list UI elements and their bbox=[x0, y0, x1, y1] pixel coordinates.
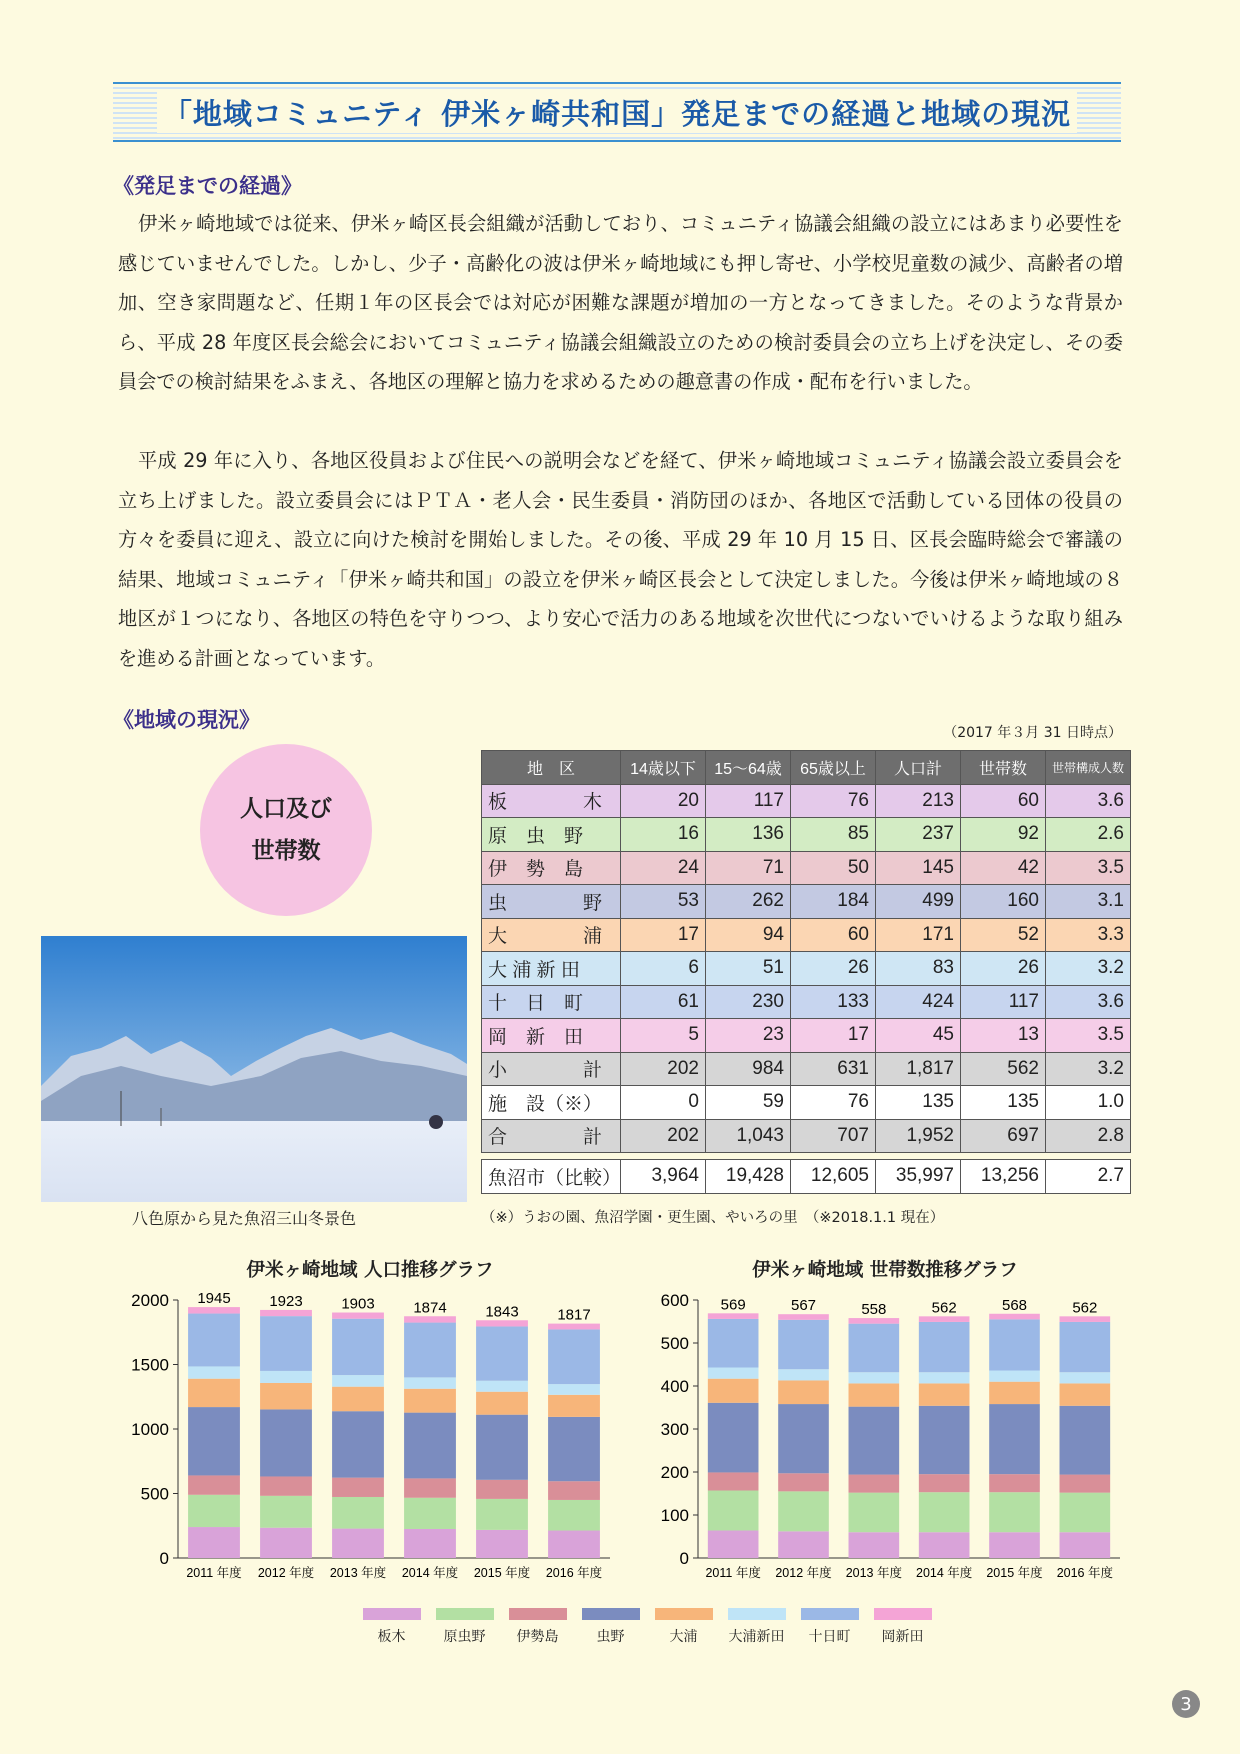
bar-segment-板木 bbox=[260, 1528, 312, 1558]
table-cell-value: 6 bbox=[621, 952, 706, 986]
bar-segment-岡新田 bbox=[260, 1310, 312, 1316]
table-cell-value: 35,997 bbox=[876, 1160, 961, 1194]
bar-segment-虫野 bbox=[919, 1406, 970, 1474]
bar-segment-原虫野 bbox=[778, 1491, 829, 1531]
bar-segment-原虫野 bbox=[919, 1492, 970, 1532]
bar-segment-伊勢島 bbox=[778, 1473, 829, 1491]
bar-segment-大浦新田 bbox=[1060, 1372, 1111, 1383]
x-tick-label: 2013 年度 bbox=[845, 1566, 902, 1580]
bar-segment-板木 bbox=[989, 1532, 1040, 1558]
bar-segment-十日町 bbox=[332, 1319, 384, 1375]
legend-label: 大浦 bbox=[669, 1629, 698, 1645]
table-cell-value: 184 bbox=[791, 885, 876, 919]
y-tick-label: 100 bbox=[660, 1506, 689, 1525]
bar-segment-伊勢島 bbox=[1060, 1475, 1111, 1493]
legend-label: 伊勢島 bbox=[516, 1629, 559, 1645]
bar-segment-原虫野 bbox=[188, 1495, 240, 1527]
table-cell-value: 2.7 bbox=[1046, 1160, 1131, 1194]
table-cell-area: 板 木 bbox=[482, 784, 621, 818]
bar-segment-大浦新田 bbox=[188, 1366, 240, 1378]
table-cell-value: 202 bbox=[621, 1119, 706, 1153]
table-row bbox=[482, 985, 1131, 1019]
title-banner bbox=[113, 82, 1121, 142]
table-cell-area: 合 計 bbox=[482, 1119, 621, 1153]
bar-segment-板木 bbox=[548, 1531, 600, 1558]
table-cell-value: 3.5 bbox=[1046, 1019, 1131, 1053]
table-cell-value: 76 bbox=[791, 1086, 876, 1120]
bar-segment-大浦 bbox=[778, 1380, 829, 1404]
table-cell-value: 3.6 bbox=[1046, 985, 1131, 1019]
bar-segment-大浦新田 bbox=[548, 1384, 600, 1395]
table-cell-area: 虫 野 bbox=[482, 885, 621, 919]
table-cell-value: 13 bbox=[961, 1019, 1046, 1053]
table-cell-value: 83 bbox=[876, 952, 961, 986]
badge-line-2: 世帯数 bbox=[251, 838, 321, 864]
bar-segment-伊勢島 bbox=[989, 1474, 1040, 1492]
legend-item bbox=[355, 1608, 428, 1646]
table-cell-value: 0 bbox=[621, 1086, 706, 1120]
x-tick-label: 2014 年度 bbox=[916, 1566, 973, 1580]
table-cell-value: 1,817 bbox=[876, 1052, 961, 1086]
y-tick-label: 500 bbox=[140, 1484, 169, 1504]
bar-segment-十日町 bbox=[919, 1322, 970, 1372]
bar-segment-十日町 bbox=[548, 1329, 600, 1384]
bar-total-label: 1817 bbox=[557, 1306, 591, 1324]
y-tick-label: 0 bbox=[679, 1549, 689, 1568]
legend-swatch bbox=[509, 1608, 567, 1620]
bar-segment-大浦新田 bbox=[919, 1372, 970, 1383]
table-row bbox=[482, 918, 1131, 952]
table-cell-value: 59 bbox=[706, 1086, 791, 1120]
bar-segment-虫野 bbox=[260, 1409, 312, 1476]
table-cell-value: 52 bbox=[961, 918, 1046, 952]
bar-segment-虫野 bbox=[708, 1403, 759, 1473]
bar-segment-十日町 bbox=[708, 1319, 759, 1368]
bar-segment-大浦 bbox=[260, 1383, 312, 1409]
y-tick-label: 1500 bbox=[131, 1355, 169, 1375]
table-cell-value: 1,952 bbox=[876, 1119, 961, 1153]
table-cell-value: 45 bbox=[876, 1019, 961, 1053]
table-cell-value: 17 bbox=[621, 918, 706, 952]
bar-segment-原虫野 bbox=[404, 1498, 456, 1529]
x-tick-label: 2014 年度 bbox=[401, 1566, 459, 1580]
table-row bbox=[482, 885, 1131, 919]
bar-segment-岡新田 bbox=[332, 1313, 384, 1319]
table-cell-value: 92 bbox=[961, 818, 1046, 852]
table-cell-value: 61 bbox=[621, 985, 706, 1019]
page-title: 「地域コミュニティ 伊米ヶ崎共和国」発足までの経過と地域の現況 bbox=[157, 92, 1077, 133]
table-cell-value: 3,964 bbox=[621, 1160, 706, 1194]
bar-segment-大浦 bbox=[476, 1392, 528, 1415]
bar-total-label: 562 bbox=[1072, 1299, 1098, 1317]
table-cell-value: 3.5 bbox=[1046, 851, 1131, 885]
table-cell-value: 3.2 bbox=[1046, 1052, 1131, 1086]
bar-segment-原虫野 bbox=[476, 1499, 528, 1530]
photo-caption: 八色原から見た魚沼三山冬景色 bbox=[132, 1209, 357, 1228]
bar-segment-板木 bbox=[1060, 1532, 1111, 1558]
bar-segment-原虫野 bbox=[260, 1496, 312, 1528]
bar-segment-伊勢島 bbox=[849, 1475, 900, 1493]
col-header-under14: 14歳以下 bbox=[621, 751, 706, 785]
table-note: （※）うおの園、魚沼学園・更生園、やいろの里 （※2018.1.1 現在） bbox=[481, 1210, 945, 1226]
households-chart bbox=[640, 1280, 1130, 1600]
table-cell-value: 262 bbox=[706, 885, 791, 919]
bar-segment-虫野 bbox=[188, 1407, 240, 1475]
bar-segment-虫野 bbox=[332, 1411, 384, 1477]
bar-segment-岡新田 bbox=[919, 1316, 970, 1322]
bar-segment-伊勢島 bbox=[548, 1481, 600, 1500]
col-header-65plus: 65歳以上 bbox=[791, 751, 876, 785]
bar-segment-板木 bbox=[332, 1529, 384, 1558]
table-cell-value: 17 bbox=[791, 1019, 876, 1053]
bar-segment-十日町 bbox=[260, 1316, 312, 1371]
table-cell-area: 大 浦 新 田 bbox=[482, 952, 621, 986]
bar-segment-虫野 bbox=[1060, 1406, 1111, 1475]
bar-segment-伊勢島 bbox=[332, 1478, 384, 1497]
bar-total-label: 567 bbox=[790, 1297, 817, 1315]
table-cell-value: 3.1 bbox=[1046, 885, 1131, 919]
table-cell-value: 145 bbox=[876, 851, 961, 885]
bar-segment-板木 bbox=[849, 1532, 900, 1558]
table-cell-value: 24 bbox=[621, 851, 706, 885]
population-chart bbox=[120, 1280, 620, 1600]
mountain-winter-photo bbox=[41, 936, 467, 1202]
table-cell-area: 伊 勢 島 bbox=[482, 851, 621, 885]
x-tick-label: 2016 年度 bbox=[545, 1566, 603, 1580]
table-cell-value: 51 bbox=[706, 952, 791, 986]
x-tick-label: 2013 年度 bbox=[329, 1566, 387, 1580]
bar-segment-原虫野 bbox=[548, 1500, 600, 1531]
bar-segment-十日町 bbox=[778, 1320, 829, 1369]
x-tick-label: 2012 年度 bbox=[775, 1566, 832, 1580]
legend-swatch bbox=[655, 1608, 713, 1620]
bar-total-label: 568 bbox=[1001, 1296, 1028, 1314]
table-cell-value: 135 bbox=[961, 1086, 1046, 1120]
table-cell-value: 12,605 bbox=[791, 1160, 876, 1194]
x-tick-label: 2015 年度 bbox=[473, 1566, 531, 1580]
bar-segment-大浦 bbox=[849, 1383, 900, 1406]
bar-segment-大浦新田 bbox=[404, 1377, 456, 1388]
table-header-row bbox=[482, 751, 1131, 785]
legend-swatch bbox=[801, 1608, 859, 1620]
bar-segment-板木 bbox=[188, 1527, 240, 1558]
bar-segment-十日町 bbox=[476, 1326, 528, 1380]
table-cell-value: 5 bbox=[621, 1019, 706, 1053]
bar-segment-十日町 bbox=[849, 1324, 900, 1373]
chart-legend bbox=[355, 1608, 939, 1646]
bar-segment-虫野 bbox=[548, 1417, 600, 1481]
bar-segment-岡新田 bbox=[188, 1307, 240, 1313]
table-cell-value: 94 bbox=[706, 918, 791, 952]
legend-swatch bbox=[436, 1608, 494, 1620]
bar-segment-大浦新田 bbox=[849, 1372, 900, 1383]
bar-segment-岡新田 bbox=[778, 1314, 829, 1320]
legend-label: 原虫野 bbox=[443, 1629, 486, 1645]
table-row bbox=[482, 952, 1131, 986]
table-cell-value: 117 bbox=[706, 784, 791, 818]
table-cell-value: 136 bbox=[706, 818, 791, 852]
bar-segment-岡新田 bbox=[548, 1324, 600, 1330]
bar-segment-板木 bbox=[778, 1531, 829, 1558]
bar-segment-大浦 bbox=[919, 1383, 970, 1405]
bar-segment-板木 bbox=[708, 1530, 759, 1558]
table-cell-value: 2.8 bbox=[1046, 1119, 1131, 1153]
bar-total-label: 1945 bbox=[197, 1290, 231, 1308]
table-cell-area: 大 浦 bbox=[482, 918, 621, 952]
bar-segment-大浦新田 bbox=[708, 1368, 759, 1379]
legend-label: 岡新田 bbox=[881, 1629, 924, 1645]
legend-item bbox=[574, 1608, 647, 1646]
col-header-area: 地 区 bbox=[482, 751, 621, 785]
table-cell-value: 19,428 bbox=[706, 1160, 791, 1194]
bar-segment-大浦 bbox=[989, 1382, 1040, 1404]
bar-segment-岡新田 bbox=[989, 1314, 1040, 1320]
table-cell-value: 135 bbox=[876, 1086, 961, 1120]
bar-segment-伊勢島 bbox=[476, 1480, 528, 1499]
table-cell-value: 71 bbox=[706, 851, 791, 885]
legend-swatch bbox=[582, 1608, 640, 1620]
table-row-comparison bbox=[482, 1160, 1131, 1194]
legend-label: 板木 bbox=[377, 1629, 406, 1645]
table-row bbox=[482, 1086, 1131, 1120]
bar-total-label: 562 bbox=[931, 1299, 957, 1317]
as-of-date: （2017 年３月 31 日時点） bbox=[943, 725, 1122, 741]
table-cell-value: 60 bbox=[961, 784, 1046, 818]
population-table bbox=[481, 750, 1131, 1194]
bar-segment-大浦 bbox=[548, 1395, 600, 1417]
table-cell-value: 117 bbox=[961, 985, 1046, 1019]
table-cell-value: 1.0 bbox=[1046, 1086, 1131, 1120]
bar-segment-原虫野 bbox=[989, 1492, 1040, 1532]
x-tick-label: 2015 年度 bbox=[986, 1566, 1043, 1580]
y-tick-label: 0 bbox=[159, 1549, 169, 1568]
x-tick-label: 2012 年度 bbox=[257, 1566, 315, 1580]
bar-segment-十日町 bbox=[188, 1314, 240, 1367]
table-cell-value: 984 bbox=[706, 1052, 791, 1086]
legend-item bbox=[720, 1608, 793, 1646]
bar-segment-虫野 bbox=[849, 1407, 900, 1475]
y-tick-label: 300 bbox=[660, 1420, 689, 1439]
table-cell-value: 424 bbox=[876, 985, 961, 1019]
bar-segment-大浦 bbox=[1060, 1383, 1111, 1405]
bar-segment-大浦新田 bbox=[778, 1369, 829, 1380]
legend-label: 虫野 bbox=[596, 1629, 625, 1645]
bar-total-label: 558 bbox=[861, 1301, 887, 1319]
bar-segment-十日町 bbox=[404, 1323, 456, 1378]
bar-segment-原虫野 bbox=[849, 1493, 900, 1533]
table-cell-value: 3.3 bbox=[1046, 918, 1131, 952]
bar-segment-大浦 bbox=[404, 1389, 456, 1413]
table-cell-value: 85 bbox=[791, 818, 876, 852]
bar-segment-虫野 bbox=[404, 1413, 456, 1479]
table-cell-value: 213 bbox=[876, 784, 961, 818]
table-cell-value: 3.6 bbox=[1046, 784, 1131, 818]
bar-segment-虫野 bbox=[476, 1415, 528, 1480]
table-cell-value: 23 bbox=[706, 1019, 791, 1053]
table-cell-area: 岡 新 田 bbox=[482, 1019, 621, 1053]
bar-segment-伊勢島 bbox=[919, 1474, 970, 1492]
table-cell-value: 707 bbox=[791, 1119, 876, 1153]
table-row bbox=[482, 818, 1131, 852]
table-cell-value: 202 bbox=[621, 1052, 706, 1086]
table-cell-value: 53 bbox=[621, 885, 706, 919]
table-cell-area: 小 計 bbox=[482, 1052, 621, 1086]
population-households-badge bbox=[200, 744, 372, 916]
bar-segment-原虫野 bbox=[1060, 1493, 1111, 1533]
table-row bbox=[482, 1019, 1131, 1053]
y-tick-label: 200 bbox=[660, 1463, 689, 1482]
bar-segment-伊勢島 bbox=[188, 1475, 240, 1494]
table-cell-value: 499 bbox=[876, 885, 961, 919]
y-tick-label: 400 bbox=[660, 1377, 689, 1396]
table-cell-value: 26 bbox=[791, 952, 876, 986]
table-cell-value: 2.6 bbox=[1046, 818, 1131, 852]
x-tick-label: 2011 年度 bbox=[186, 1566, 242, 1580]
legend-label: 十日町 bbox=[808, 1629, 851, 1645]
table-cell-area: 十 日 町 bbox=[482, 985, 621, 1019]
bar-total-label: 1874 bbox=[413, 1299, 447, 1317]
bar-total-label: 569 bbox=[720, 1296, 746, 1314]
bar-segment-虫野 bbox=[989, 1404, 1040, 1474]
table-row bbox=[482, 784, 1131, 818]
y-tick-label: 500 bbox=[660, 1334, 689, 1353]
bar-segment-板木 bbox=[919, 1532, 970, 1558]
bar-segment-岡新田 bbox=[849, 1318, 900, 1324]
table-cell-value: 171 bbox=[876, 918, 961, 952]
bar-segment-大浦新田 bbox=[332, 1375, 384, 1387]
bar-segment-虫野 bbox=[778, 1404, 829, 1473]
table-cell-value: 562 bbox=[961, 1052, 1046, 1086]
bar-segment-岡新田 bbox=[404, 1316, 456, 1322]
table-spacer bbox=[482, 1153, 1131, 1160]
bar-segment-岡新田 bbox=[1060, 1316, 1111, 1322]
households-chart-title: 伊米ヶ崎地域 世帯数推移グラフ bbox=[752, 1260, 1018, 1281]
table-cell-value: 133 bbox=[791, 985, 876, 1019]
bar-segment-岡新田 bbox=[476, 1320, 528, 1326]
x-tick-label: 2011 年度 bbox=[705, 1566, 761, 1580]
bar-segment-原虫野 bbox=[332, 1497, 384, 1529]
table-cell-value: 13,256 bbox=[961, 1160, 1046, 1194]
table-cell-value: 42 bbox=[961, 851, 1046, 885]
page-number: 3 bbox=[1172, 1690, 1200, 1718]
legend-item bbox=[793, 1608, 866, 1646]
table-cell-value: 230 bbox=[706, 985, 791, 1019]
bar-segment-大浦新田 bbox=[989, 1371, 1040, 1382]
bar-total-label: 1843 bbox=[485, 1303, 519, 1321]
bar-segment-伊勢島 bbox=[404, 1478, 456, 1497]
section-heading-status: 《地域の現況》 bbox=[113, 708, 260, 732]
table-cell-value: 26 bbox=[961, 952, 1046, 986]
y-tick-label: 2000 bbox=[131, 1291, 169, 1310]
y-tick-label: 1000 bbox=[131, 1420, 169, 1439]
table-cell-value: 237 bbox=[876, 818, 961, 852]
table-row bbox=[482, 1119, 1131, 1153]
badge-line-1: 人口及び bbox=[240, 796, 332, 822]
bar-segment-大浦 bbox=[188, 1379, 240, 1407]
legend-label: 大浦新田 bbox=[728, 1629, 785, 1645]
table-cell-value: 631 bbox=[791, 1052, 876, 1086]
history-paragraph-2: 平成 29 年に入り、各地区役員および住民への説明会などを経て、伊米ヶ崎地域コミュニティ協議会設立委員会を立ち上げました。設立委員会にはＰＴＡ・老人会・民生委員・消防団のほか、各地区で活動している団体の役員の方々を委員に迎え、設立に向けた検討を開始しました。その後、平成 29 年 10 月 15 日、区長会臨時総会で審議の結果、地域コミュニティ「伊米ヶ崎共和国」の設立を伊米ヶ崎区長会として決定しました。今後は伊米ヶ崎地域の８地区が１つになり、各地区の特色を守りつつ、より安心で活力のある地域を次世代につないでいけるような取り組みを進める計画となっています。 bbox=[118, 449, 1123, 670]
bar-segment-伊勢島 bbox=[708, 1472, 759, 1490]
bar-segment-大浦新田 bbox=[260, 1371, 312, 1383]
bar-segment-岡新田 bbox=[708, 1313, 759, 1319]
table-cell-value: 160 bbox=[961, 885, 1046, 919]
bar-segment-十日町 bbox=[989, 1319, 1040, 1370]
legend-swatch bbox=[728, 1608, 786, 1620]
col-header-persons-per-household: 世帯構成人数 bbox=[1046, 751, 1131, 785]
table-cell-value: 50 bbox=[791, 851, 876, 885]
legend-item bbox=[647, 1608, 720, 1646]
legend-item bbox=[501, 1608, 574, 1646]
table-cell-area: 施 設（※） bbox=[482, 1086, 621, 1120]
table-cell-value: 60 bbox=[791, 918, 876, 952]
legend-swatch bbox=[874, 1608, 932, 1620]
legend-item bbox=[866, 1608, 939, 1646]
section-heading-history: 《発足までの経過》 bbox=[113, 174, 302, 198]
table-cell-area: 魚沼市（比較） bbox=[482, 1160, 621, 1194]
table-cell-value: 3.2 bbox=[1046, 952, 1131, 986]
bar-segment-大浦 bbox=[708, 1379, 759, 1403]
bar-total-label: 1923 bbox=[269, 1292, 303, 1310]
table-row bbox=[482, 851, 1131, 885]
col-header-population: 人口計 bbox=[876, 751, 961, 785]
table-cell-value: 1,043 bbox=[706, 1119, 791, 1153]
col-header-households: 世帯数 bbox=[961, 751, 1046, 785]
bar-segment-大浦 bbox=[332, 1387, 384, 1412]
col-header-15-64: 15〜64歳 bbox=[706, 751, 791, 785]
table-cell-value: 16 bbox=[621, 818, 706, 852]
bar-segment-伊勢島 bbox=[260, 1476, 312, 1495]
legend-item bbox=[428, 1608, 501, 1646]
history-paragraph-1: 伊米ヶ崎地域では従来、伊米ヶ崎区長会組織が活動しており、コミュニティ協議会組織の設立にはあまり必要性を感じていませんでした。しかし、少子・高齢化の波は伊米ヶ崎地域にも押し寄せ、小学校児童数の減少、高齢者の増加、空き家問題など、任期１年の区長会では対応が困難な課題が増加の一方となってきました。そのような背景から、平成 28 年度区長会総会においてコミュニティ協議会組織設立のための検討委員会の立ち上げを決定し、その委員会での検討結果をふまえ、各地区の理解と協力を求めるための趣意書の作成・配布を行いました。 bbox=[118, 212, 1123, 393]
bar-segment-板木 bbox=[476, 1530, 528, 1558]
table-cell-value: 20 bbox=[621, 784, 706, 818]
table-row bbox=[482, 1052, 1131, 1086]
x-tick-label: 2016 年度 bbox=[1056, 1566, 1113, 1580]
population-chart-title: 伊米ヶ崎地域 人口推移グラフ bbox=[246, 1260, 494, 1281]
table-cell-value: 697 bbox=[961, 1119, 1046, 1153]
bar-segment-原虫野 bbox=[708, 1490, 759, 1530]
bar-total-label: 1903 bbox=[341, 1295, 375, 1313]
table-cell-area: 原 虫 野 bbox=[482, 818, 621, 852]
table-cell-value: 76 bbox=[791, 784, 876, 818]
legend-swatch bbox=[363, 1608, 421, 1620]
bar-segment-十日町 bbox=[1060, 1322, 1111, 1372]
y-tick-label: 600 bbox=[660, 1291, 689, 1310]
bar-segment-板木 bbox=[404, 1529, 456, 1558]
bar-segment-大浦新田 bbox=[476, 1381, 528, 1392]
